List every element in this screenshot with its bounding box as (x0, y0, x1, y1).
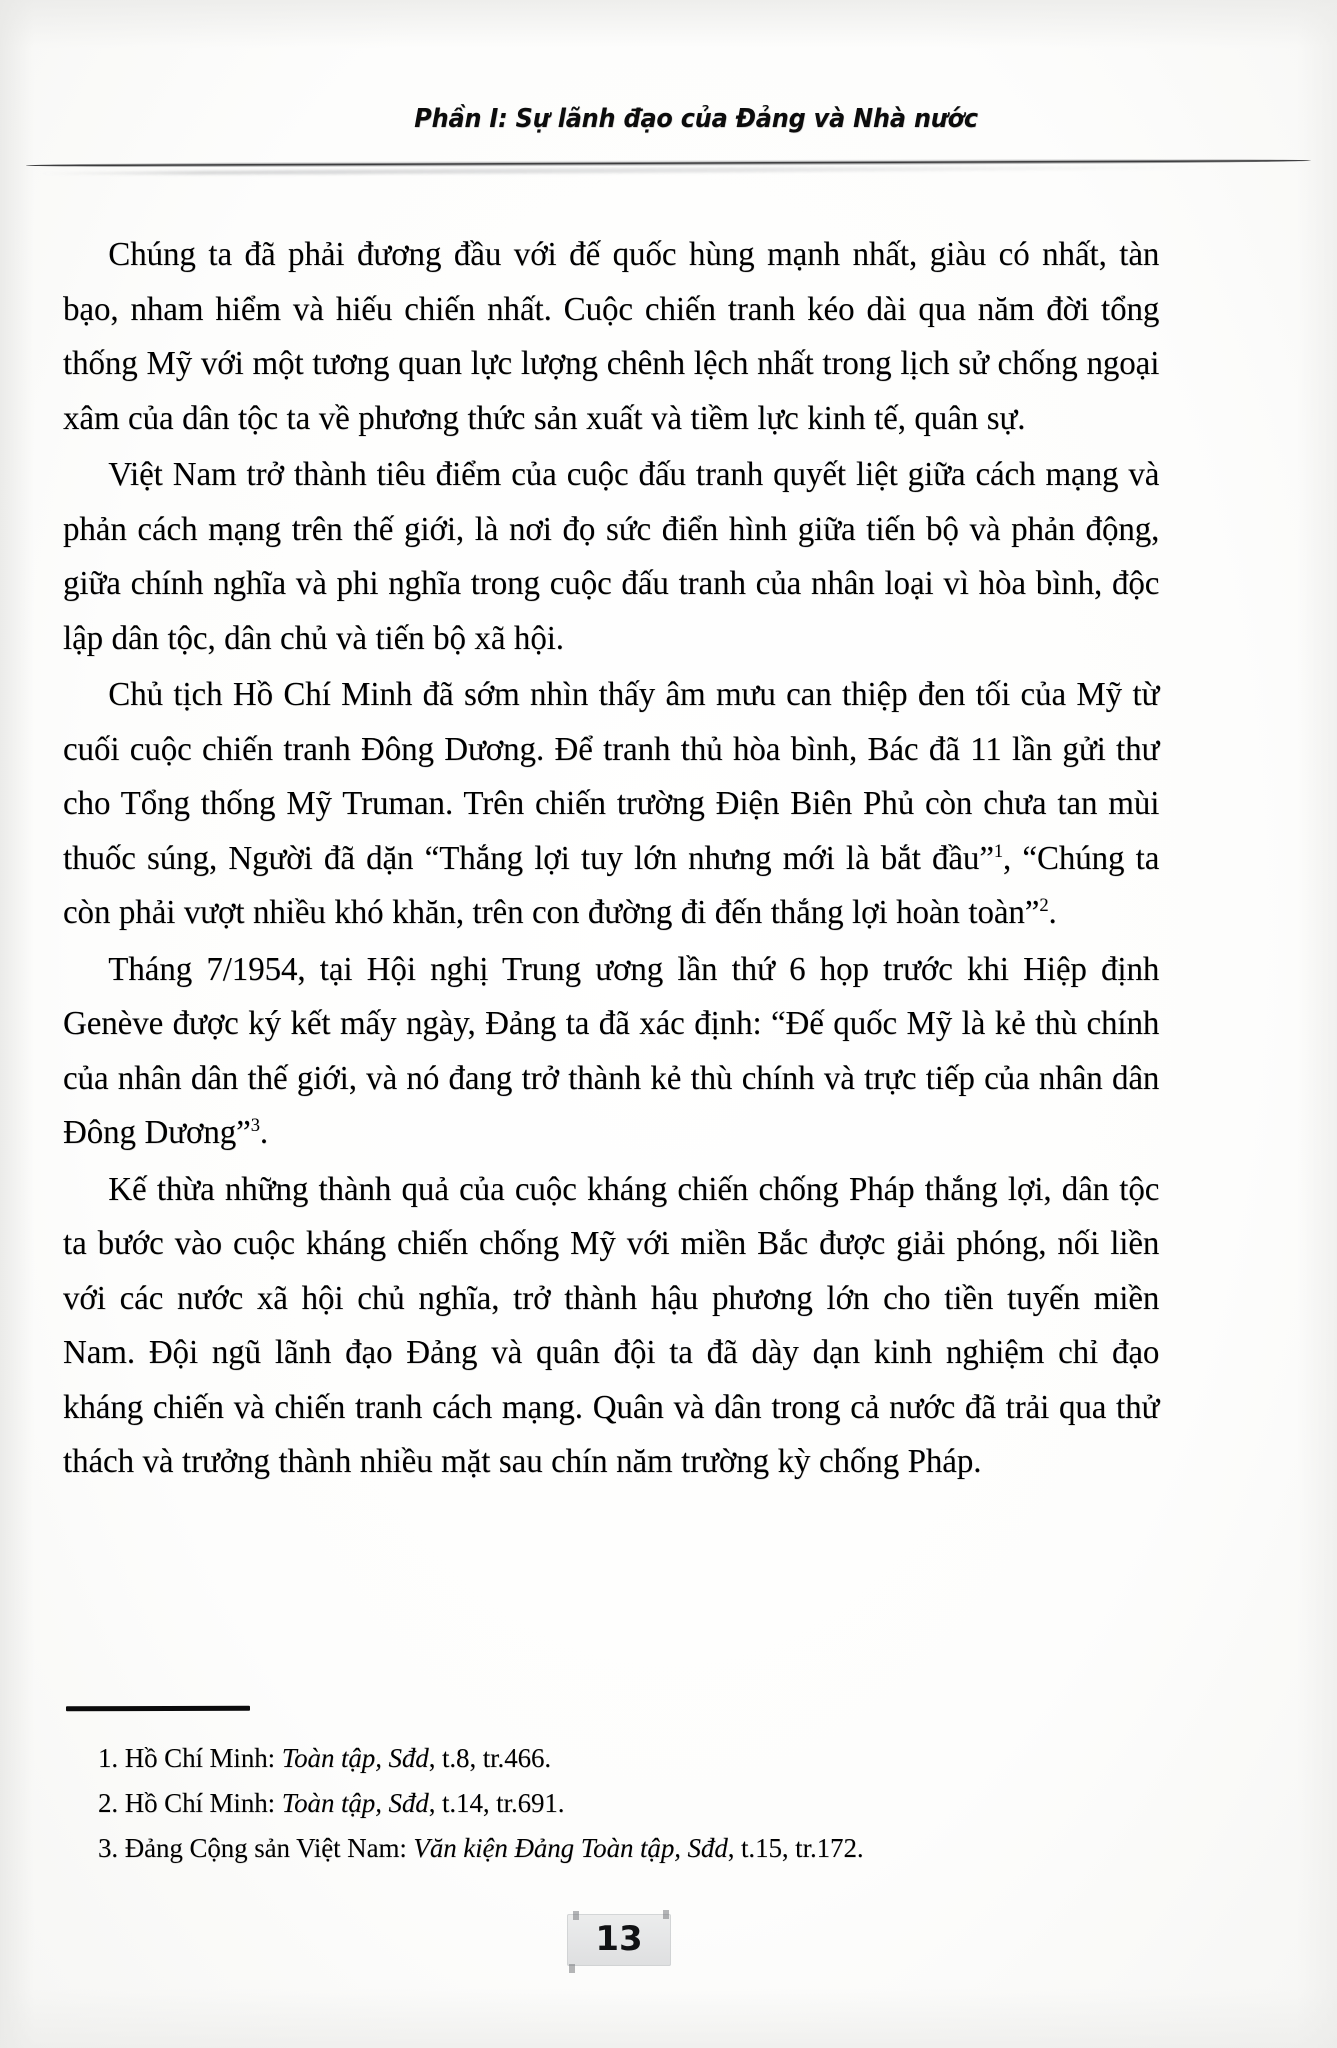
footnote-author: Hồ Chí Minh: (124, 1743, 276, 1773)
footnote-title: Toàn tập, Sđd (281, 1743, 429, 1773)
footnote-item (66, 1736, 1186, 1781)
footnote-ref-1[interactable]: 1 (993, 840, 1004, 862)
paragraph-text-segment: . (259, 1114, 269, 1151)
body-text (63, 228, 1176, 1492)
paragraph-text-segment: Tháng 7/1954, tại Hội nghị Trung ương lần thứ 6 họp trước khi Hiệp định Genève được ký kết mấy ngày, Đảng ta đã xác định: “Đế quốc Mỹ là kẻ thù chính của nhân dân thế giới, và nó đang trở thành kẻ thù chính và trực tiếp của nhân dân Đông Dương” (63, 950, 1160, 1151)
paragraph: Chúng ta đã phải đương đầu với đế quốc hùng mạnh nhất, giàu có nhất, tàn bạo, nham hiểm và hiếu chiến nhất. Cuộc chiến tranh kéo dài qua năm đời tổng thống Mỹ với một tương quan lực lượng chênh lệch nhất trong lịch sử chống ngoại xâm của dân tộc ta về phương thức sản xuất và tiềm lực kinh tế, quân sự. (63, 236, 1160, 437)
footnote-title: Văn kiện Đảng Toàn tập, Sđd (413, 1833, 728, 1863)
footnote-item (66, 1781, 1186, 1826)
page-number: 13 (595, 1919, 643, 1959)
paragraph: Kế thừa những thành quả của cuộc kháng chiến chống Pháp thắng lợi, dân tộc ta bước vào cuộc kháng chiến chống Mỹ với miền Bắc được giải phóng, nối liền với các nước xã hội chủ nghĩa, trở thành hậu phương lớn cho tiền tuyến miền Nam. Đội ngũ lãnh đạo Đảng và quân đội ta đã dày dạn kinh nghiệm chỉ đạo kháng chiến và chiến tranh cách mạng. Quân và dân trong cả nước đã trải qua thử thách và trưởng thành nhiều mặt sau chín năm trường kỳ chống Pháp. (63, 1170, 1160, 1480)
paragraph-text-segment: Chủ tịch Hồ Chí Minh đã sớm nhìn thấy âm mưu can thiệp đen tối của Mỹ từ cuối cuộc chiến tranh Đông Dương. Để tranh thủ hòa bình, Bác đã 11 lần gửi thư cho Tổng thống Mỹ Truman. Trên chiến trường Điện Biên Phủ còn chưa tan mùi thuốc súng, Người đã dặn “Thắng lợi tuy lớn nhưng mới là bắt đầu” (63, 676, 1160, 877)
footnote-separator-rule (66, 1706, 250, 1712)
paragraph: Việt Nam trở thành tiêu điểm của cuộc đấu tranh quyết liệt giữa cách mạng và phản cách mạng trên thế giới, là nơi đọ sức điển hình giữa tiến bộ và phản động, giữa chính nghĩa và phi nghĩa trong cuộc đấu tranh của nhân loại vì hòa bình, độc lập dân tộc, dân chủ và tiến bộ xã hội. (63, 456, 1160, 657)
paragraph-text-segment: . (1048, 894, 1057, 931)
scan-edge-shadow-top (0, 0, 1337, 48)
footnote-number: 3. (98, 1833, 119, 1863)
footnote-title: Toàn tập, Sđd (281, 1788, 429, 1818)
footnote-locator: , t.14, tr.691. (428, 1788, 565, 1818)
scan-edge-shadow-left (0, 0, 34, 2048)
footnote-number: 1. (98, 1743, 119, 1773)
paragraph-with-footnote-refs (63, 668, 1159, 941)
scan-edge-shadow-bottom (0, 1988, 1337, 2048)
footnote-number: 2. (98, 1788, 119, 1818)
footnote-locator: , t.8, tr.466. (428, 1743, 552, 1773)
footnote-author: Đảng Cộng sản Việt Nam: (124, 1833, 407, 1863)
footnote-locator: , t.15, tr.172. (727, 1833, 864, 1863)
page-number-chip (567, 1914, 671, 1966)
footnote-author: Hồ Chí Minh: (124, 1788, 276, 1818)
running-head: Phần I: Sự lãnh đạo của Đảng và Nhà nước (414, 104, 978, 134)
paragraph-with-footnote-refs (63, 943, 1159, 1161)
footnote-list (66, 1736, 1186, 1871)
footnote-ref-2[interactable]: 2 (1039, 894, 1049, 916)
scan-edge-shadow-right (1297, 0, 1337, 2048)
footnote-ref-3[interactable]: 3 (250, 1114, 260, 1136)
paragraph-text-segment: , “Chúng ta còn phải vượt nhiều khó khăn, trên con đường đi đến thắng lợi hoàn toàn” (63, 839, 1160, 931)
footnote-item (66, 1826, 1186, 1871)
